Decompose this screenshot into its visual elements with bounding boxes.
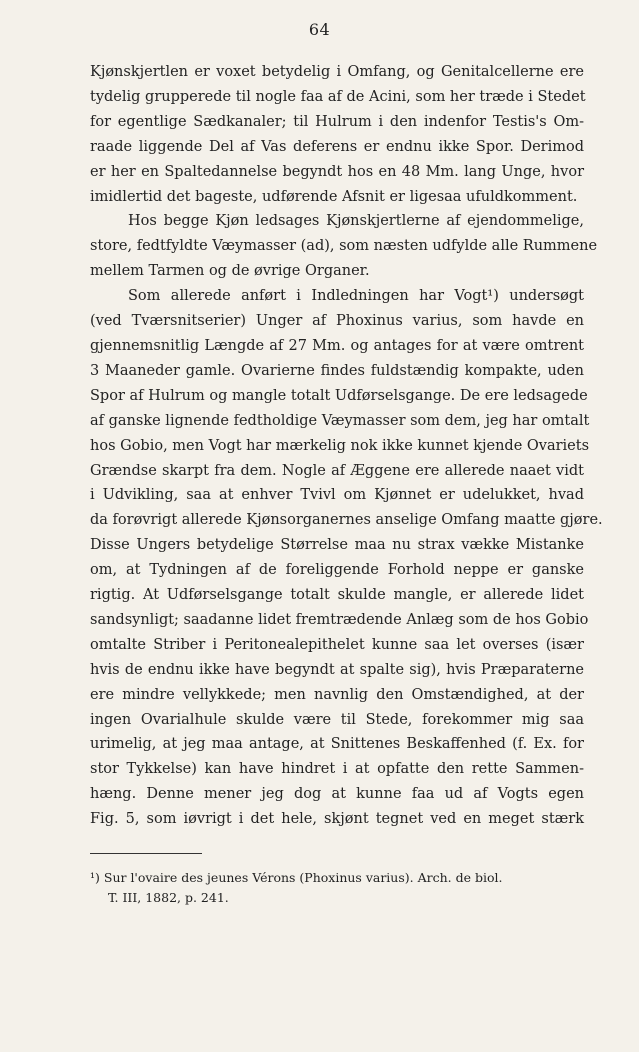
text-line: ere mindre vellykkede; men navnlig den Omstændighed, at der: [90, 686, 584, 703]
text-line: hæng. Denne mener jeg dog at kunne faa ud af Vogts egen: [90, 786, 584, 803]
text-line: i Udvikling, saa at enhver Tvivl om Kjønnet er udelukket, hvad: [90, 487, 584, 504]
text-line: urimelig, at jeg maa antage, at Snittenes Beskaffenhed (f. Ex. for: [90, 736, 584, 753]
footnote-line-2: T. III, 1882, p. 241.: [108, 890, 229, 905]
footnote-text-1: Sur l'ovaire des jeunes Vérons (Phoxinus varius). Arch. de biol.: [103, 870, 503, 885]
text-line: 3 Maaneder gamle. Ovarierne findes fuldstændig kompakte, uden: [90, 362, 584, 379]
text-line: Spor af Hulrum og mangle totalt Udførselsgange. De ere ledsagede: [90, 387, 588, 404]
text-line: tydelig grupperede til nogle faa af de Acini, som her træde i Stedet: [90, 88, 586, 105]
footnote-divider: [90, 853, 202, 854]
text-line: stor Tykkelse) kan have hindret i at opfatte den rette Sammen-: [90, 761, 584, 778]
text-line: sandsynligt; saadanne lidet fremtrædende Anlæg som de hos Gobio: [90, 611, 589, 628]
text-line: rigtig. At Udførselsgange totalt skulde mangle, er allerede lidet: [90, 587, 584, 604]
text-line: for egentlige Sædkanaler; til Hulrum i den indenfor Testis's Om-: [90, 113, 584, 130]
text-line: ingen Ovarialhule skulde være til Stede, forekommer mig saa: [90, 711, 584, 728]
text-line: (ved Tværsnitserier) Unger af Phoxinus varius, som havde en: [90, 313, 584, 330]
text-line: store, fedtfyldte Væymasser (ad), som næsten udfylde alle Rummene: [90, 238, 598, 255]
text-line: Kjønskjertlen er voxet betydelig i Omfang, og Genitalcellerne ere: [90, 64, 584, 80]
footnote-line-1: [90, 868, 584, 888]
footnote: [90, 868, 584, 908]
text-line: Fig. 5, som iøvrigt i det hele, skjønt tegnet ved en meget stærk: [90, 811, 584, 828]
text-line: mellem Tarmen og de øvrige Organer.: [90, 263, 370, 280]
text-line: Som allerede anført i Indledningen har Vogt¹) undersøgt: [128, 288, 584, 305]
text-line: hvis de endnu ikke have begyndt at spalte sig), hvis Præparaterne: [90, 661, 584, 678]
text-line: Disse Ungers betydelige Størrelse maa nu strax vække Mistanke: [90, 537, 584, 554]
text-line: om, at Tydningen af de foreliggende Forhold neppe er ganske: [90, 562, 584, 579]
text-line: Grændse skarpt fra dem. Nogle af Æggene ere allerede naaet vidt: [90, 462, 584, 479]
text-line: raade liggende Del af Vas deferens er endnu ikke Spor. Derimod: [90, 138, 584, 155]
body-text: [90, 60, 603, 832]
text-line: Hos begge Kjøn ledsages Kjønskjertlerne af ejendommelige,: [128, 213, 584, 230]
text-line: er her en Spaltedannelse begyndt hos en 48 Mm. lang Unge, hvor: [90, 163, 584, 180]
text-line: hos Gobio, men Vogt har mærkelig nok ikke kunnet kjende Ovariets: [90, 437, 590, 454]
text-line: gjennemsnitlig Længde af 27 Mm. og antages for at være omtrent: [90, 337, 584, 354]
text-line: af ganske lignende fedtholdige Væymasser som dem, jeg har omtalt: [90, 412, 590, 429]
text-line: da forøvrigt allerede Kjønsorganernes anselige Omfang maatte gjøre.: [90, 512, 603, 529]
page-number: 64: [308, 20, 331, 39]
footnote-marker: ¹): [90, 870, 100, 885]
text-line: imidlertid det bageste, udførende Afsnit er ligesaa ufuldkomment.: [90, 188, 578, 205]
text-line: omtalte Striber i Peritonealepithelet kunne saa let overses (især: [90, 636, 584, 653]
